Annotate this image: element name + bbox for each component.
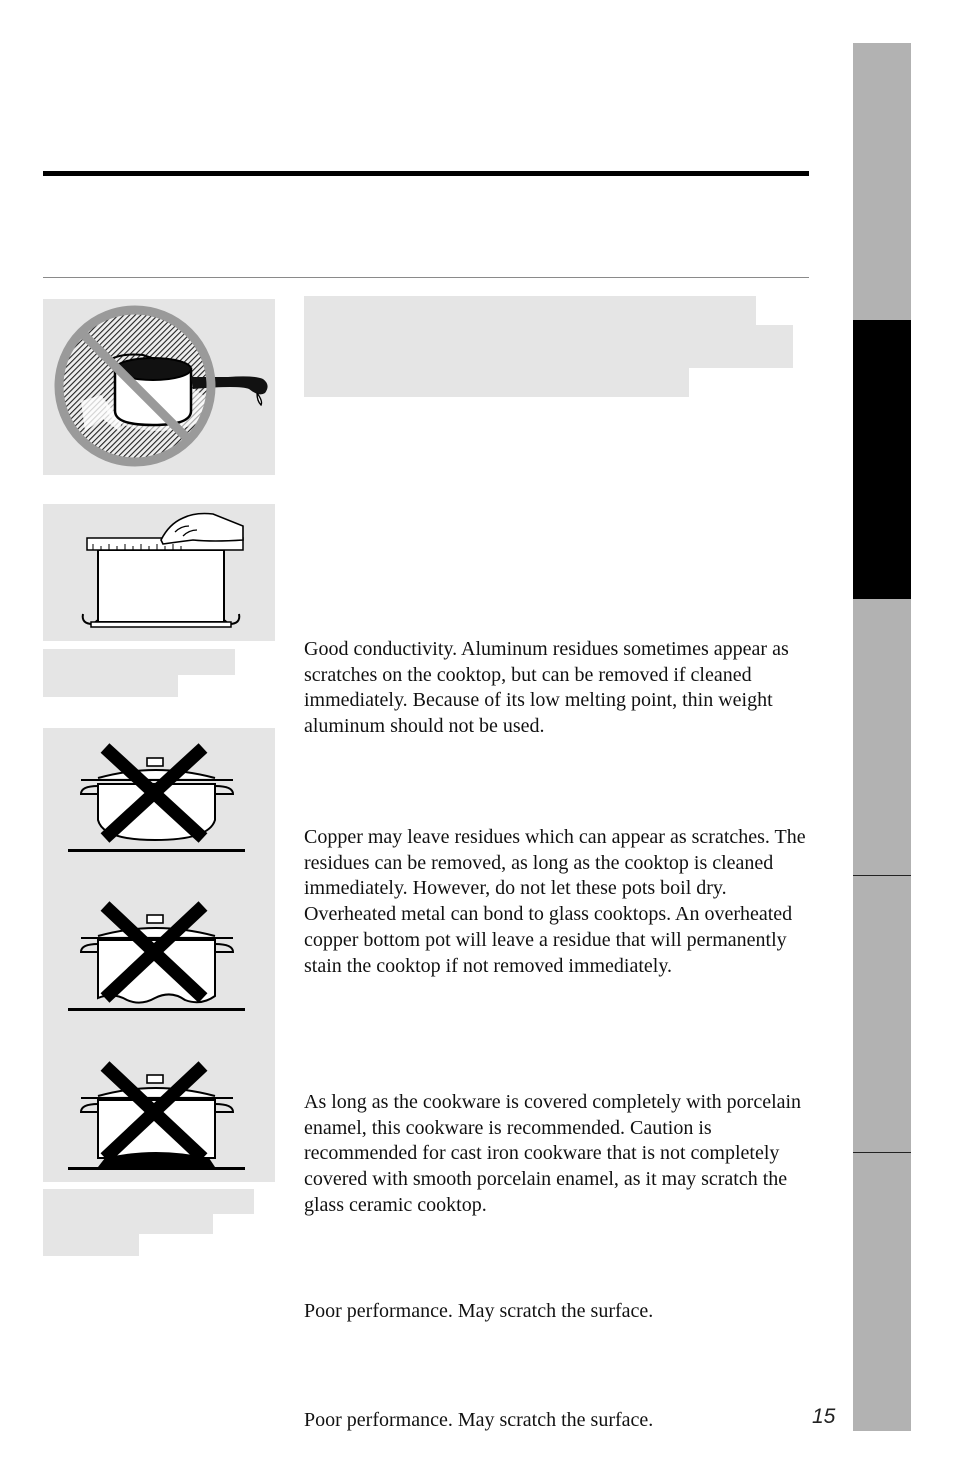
section-tab-strip[interactable] bbox=[853, 43, 911, 1431]
aluminum-paragraph: Good conductivity. Aluminum residues sometimes appear as scratches on the cooktop, but can be removed if cleaned immediately. Because of its low melting point, thin weight aluminum should not be used. bbox=[304, 638, 789, 738]
poor-performance-paragraph: Poor performance. May scratch the surface. bbox=[304, 1409, 654, 1431]
caption-block bbox=[43, 649, 235, 675]
page-number: 15 bbox=[812, 1405, 836, 1428]
enamel-paragraph: As long as the cookware is covered completely with porcelain enamel, this cookware is recommended. Caution is recommended for cast iron cookware that is not completely covered with smooth porcelain enamel, as it may scratch the glass ceramic cooktop. bbox=[304, 1091, 802, 1216]
poor-performance-paragraph: Poor performance. May scratch the surface. bbox=[304, 1300, 654, 1322]
caption-block bbox=[43, 1189, 254, 1214]
section-tab-divider bbox=[853, 875, 911, 876]
header-rule-thin bbox=[43, 277, 809, 278]
section-tab-active[interactable] bbox=[853, 320, 911, 599]
header-rule-thick bbox=[43, 171, 809, 176]
ridged-bottom-pot-crossed-icon bbox=[43, 1046, 275, 1186]
copper-paragraph: Copper may leave residues which can appear as scratches. The residues can be removed, as long as the cooktop is cleaned immediately. However, do not let these pots boil dry. Overheated metal can bond to glass cooktops. An overheated copper bottom pot will leave a residue that will permanently stain the cooktop if not removed immediately. bbox=[304, 826, 806, 977]
caption-block bbox=[43, 1234, 139, 1256]
section-tab-divider bbox=[853, 1152, 911, 1153]
heading-block bbox=[756, 325, 793, 368]
caption-block bbox=[43, 675, 178, 697]
heading-block-notch bbox=[689, 368, 756, 397]
no-boil-over-icon bbox=[43, 299, 275, 475]
caption-block bbox=[43, 1214, 213, 1234]
rounded-bottom-pot-crossed-icon bbox=[43, 728, 275, 868]
warped-bottom-pot-crossed-icon bbox=[43, 888, 275, 1028]
ruler-flatness-check-icon bbox=[43, 504, 275, 641]
